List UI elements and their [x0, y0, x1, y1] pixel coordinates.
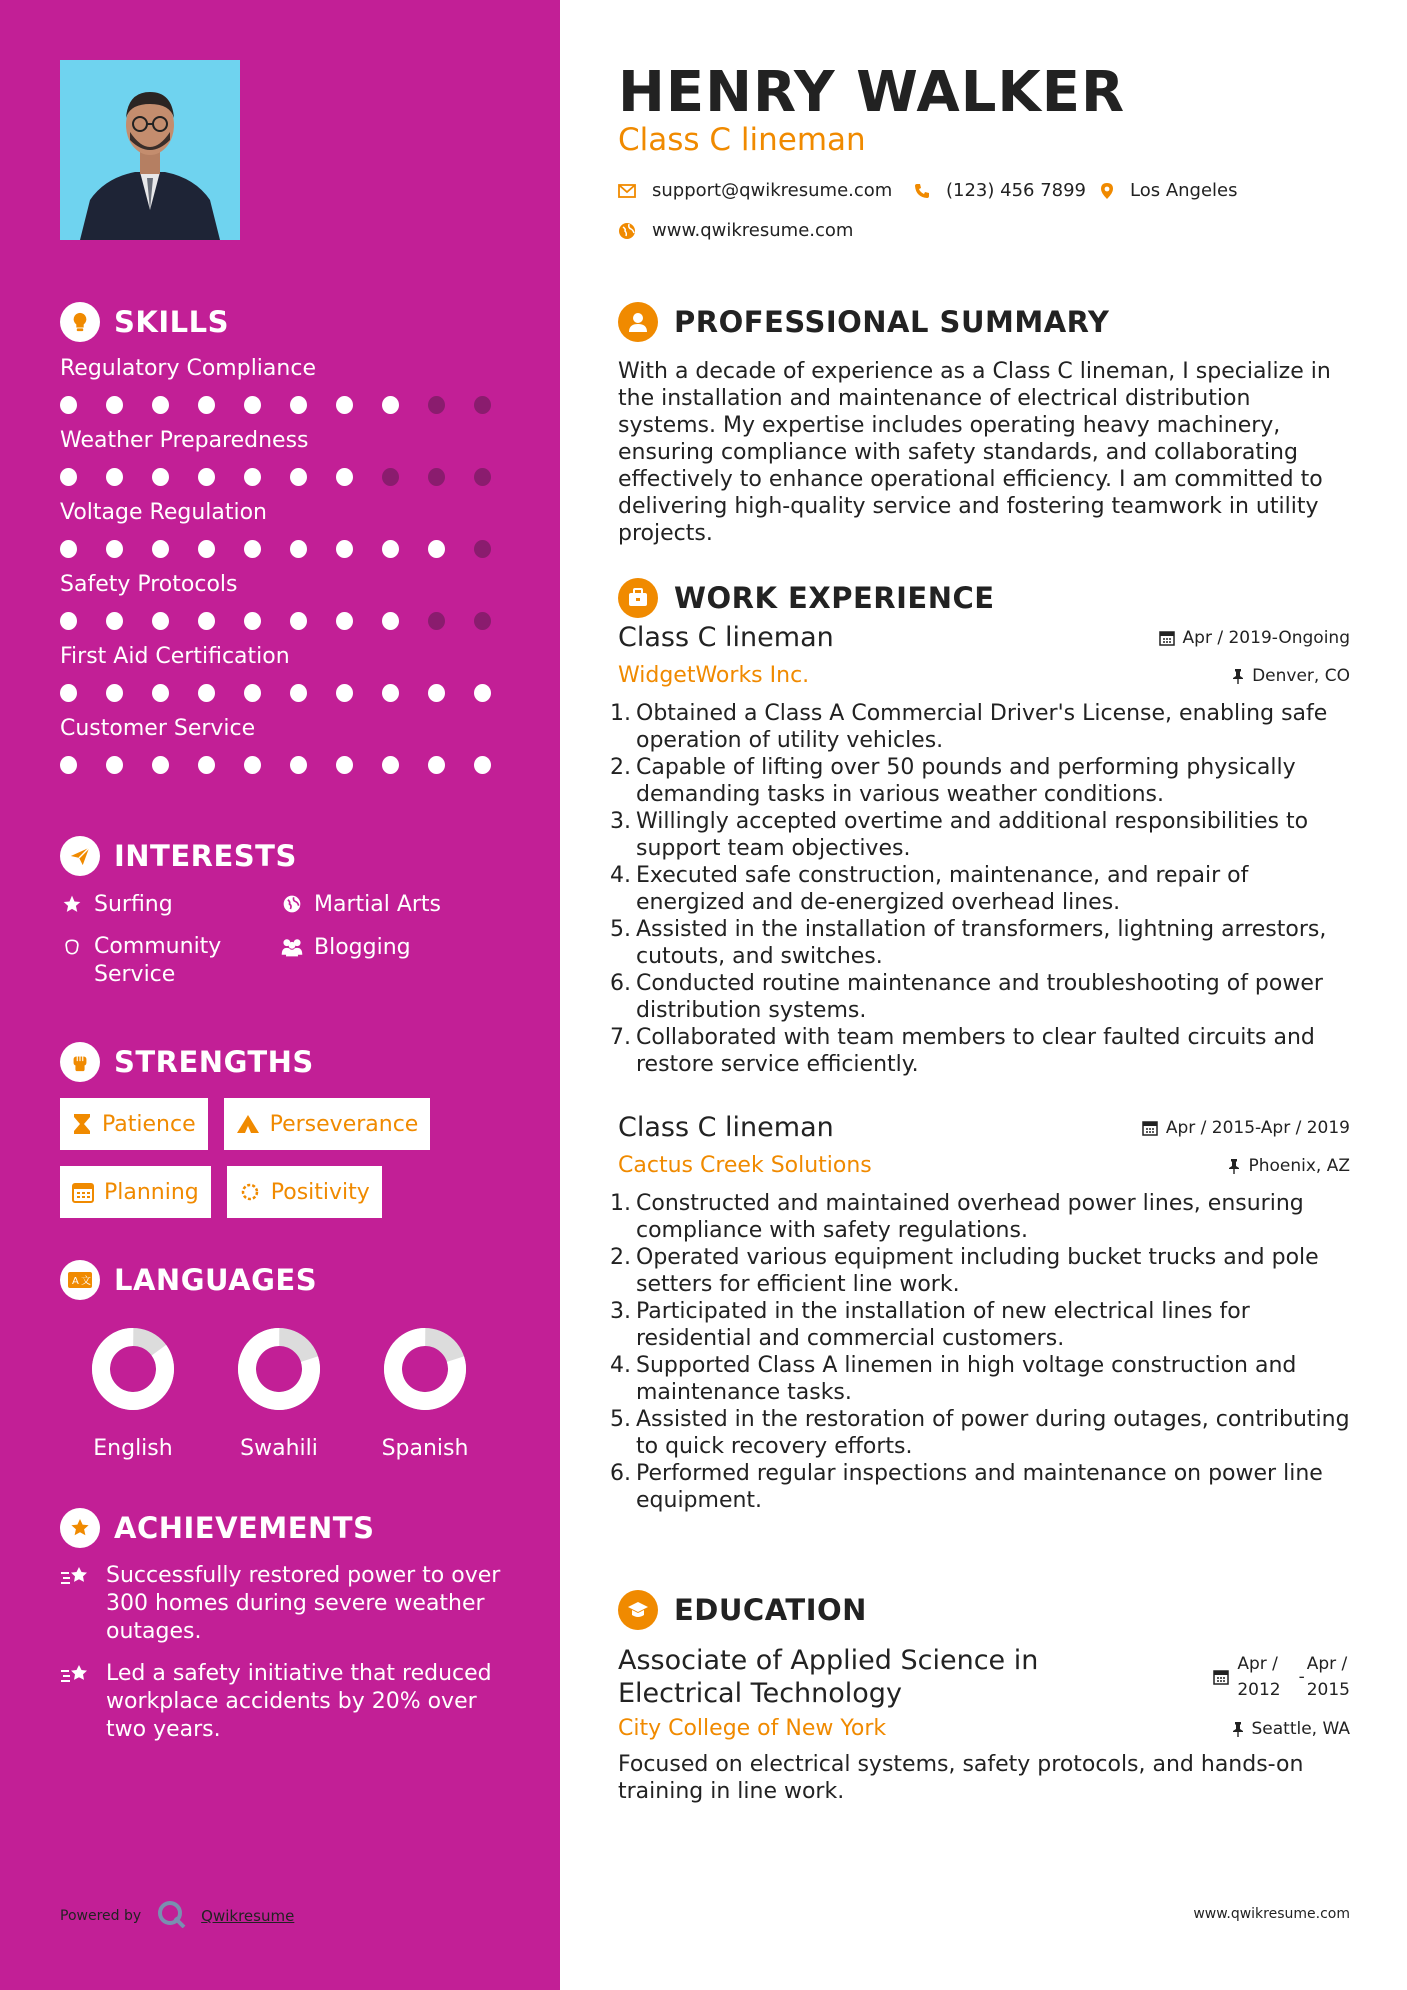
summary-section	[618, 302, 1350, 547]
bullet-number: 2.	[610, 1245, 631, 1270]
skill-rating	[60, 396, 520, 414]
bullet-number: 1.	[610, 701, 631, 726]
phone-icon	[914, 183, 930, 199]
job-bullet: 6. Conducted routine maintenance and troubleshooting of power distribution systems.	[610, 971, 1323, 1023]
skill-rating	[60, 756, 520, 774]
interest-item: Surfing	[60, 892, 280, 917]
strengths-list	[60, 1098, 480, 1218]
interest-item: Community Service	[60, 935, 280, 989]
skill-dot	[198, 684, 215, 702]
skill-dot	[336, 540, 353, 558]
job-bullet: 4. Executed safe construction, maintenance, and repair of energized and de-energized overhead lines.	[610, 863, 1249, 915]
job-bullet: 5. Assisted in the restoration of power during outages, contributing to quick recovery efforts.	[610, 1407, 1350, 1459]
interests-list	[60, 892, 520, 989]
fist-icon	[60, 1042, 100, 1082]
strength-chip: Planning	[60, 1166, 211, 1218]
job-bullets	[610, 1190, 1350, 1514]
skill-name: First Aid Certification	[60, 644, 290, 669]
education-school: City College of New York	[618, 1716, 887, 1741]
pushpin-icon	[1228, 1158, 1240, 1174]
interests-section	[60, 836, 520, 989]
skill-rating	[60, 468, 520, 486]
bullet-number: 5.	[610, 917, 631, 942]
footer-website-link[interactable]: www.qwikresume.com	[1193, 1906, 1350, 1922]
summary-title: PROFESSIONAL SUMMARY	[674, 305, 1110, 339]
calendar-icon	[1213, 1669, 1229, 1685]
svg-text:A: A	[72, 1276, 79, 1287]
globe-icon	[280, 892, 304, 914]
skill-dot	[336, 468, 353, 486]
strength-chip: Positivity	[227, 1166, 382, 1218]
skill-dot	[382, 468, 399, 486]
languages-section	[60, 1260, 520, 1461]
job-company: Cactus Creek Solutions	[618, 1153, 872, 1178]
skill-dot	[290, 396, 307, 414]
bullet-number: 1.	[610, 1191, 631, 1216]
education-text: Focused on electrical systems, safety protocols, and hands-on training in line work.	[618, 1752, 1304, 1804]
hand-icon	[60, 935, 84, 957]
skill-rating	[60, 684, 520, 702]
education-degree: Associate of Applied Science in Electrical Technology	[618, 1645, 1039, 1709]
language-ring	[236, 1326, 322, 1412]
skill-dot	[428, 684, 445, 702]
person-avatar-icon	[60, 60, 240, 240]
skill-dot	[198, 396, 215, 414]
skills-title: SKILLS	[114, 305, 229, 339]
skill-dot	[106, 684, 123, 702]
envelope-icon	[618, 184, 636, 198]
skill-dot	[60, 396, 77, 414]
bullet-number: 3.	[610, 1299, 631, 1324]
skill-name: Regulatory Compliance	[60, 356, 316, 381]
skill-dot	[106, 612, 123, 630]
achievement-item: Led a safety initiative that reduced workplace accidents by 20% over two years.	[60, 1660, 520, 1744]
skill-dot	[290, 468, 307, 486]
skill-dot	[60, 540, 77, 558]
skill-rating	[60, 540, 520, 558]
skill-name: Safety Protocols	[60, 572, 238, 597]
skill-dot	[244, 684, 261, 702]
bullet-number: 2.	[610, 755, 631, 780]
strength-chip: Perseverance	[224, 1098, 431, 1150]
calendar-icon	[1159, 630, 1175, 646]
skill-dot	[244, 612, 261, 630]
language-ring	[90, 1326, 176, 1412]
job-header	[618, 622, 1350, 653]
calendar-icon	[72, 1181, 94, 1203]
skill-name: Weather Preparedness	[60, 428, 309, 453]
language-ring-fill	[90, 1326, 176, 1412]
achievement-item: Successfully restored power to over 300 homes during severe weather outages.	[60, 1562, 520, 1646]
skill-name: Voltage Regulation	[60, 500, 267, 525]
skill-dot	[290, 684, 307, 702]
skill-dot	[60, 756, 77, 774]
skill-dot	[198, 468, 215, 486]
bullet-number: 4.	[610, 863, 631, 888]
skill-dot	[152, 756, 169, 774]
skill-dot	[290, 756, 307, 774]
job-location: Phoenix, AZ	[1228, 1156, 1350, 1176]
contact-phone[interactable]: (123) 456 7899	[914, 180, 1086, 201]
skill-dot	[428, 612, 445, 630]
bullet-number: 7.	[610, 1025, 631, 1050]
skill-dot	[474, 540, 491, 558]
skill-dot	[106, 468, 123, 486]
sidebar	[0, 0, 560, 1990]
interest-item: Blogging	[280, 935, 500, 989]
achievements-section	[60, 1508, 520, 1744]
skill-dot	[60, 612, 77, 630]
skill-dot	[428, 396, 445, 414]
education-section	[618, 1590, 1350, 1805]
skill-rating	[60, 612, 520, 630]
skill-dot	[382, 540, 399, 558]
pushpin-icon	[1232, 1721, 1244, 1737]
experience-title: WORK EXPERIENCE	[674, 581, 995, 615]
contact-location: Los Angeles	[1100, 180, 1238, 201]
bullet-number: 5.	[610, 1407, 631, 1432]
job-bullet: 1. Constructed and maintained overhead power lines, ensuring compliance with safety regulations.	[610, 1191, 1304, 1243]
language-item	[60, 1326, 206, 1461]
skill-dot	[336, 396, 353, 414]
svg-text:文: 文	[81, 1276, 91, 1287]
skills-list	[60, 356, 520, 774]
summary-text: With a decade of experience as a Class C lineman, I specialize in the installation and maintenance of electrical distribution systems. My expertise includes operating heavy machinery, ensuring compliance with safety standards, and collaborating effectively to enhance operational efficiency. I am committed to delivering high-quality service and fostering teamwork in utility projects.	[618, 359, 1331, 546]
skill-dot	[336, 756, 353, 774]
candidate-role: Class C lineman	[618, 122, 866, 158]
skill-dot	[474, 684, 491, 702]
skill-name: Customer Service	[60, 716, 256, 741]
job-bullet: 2. Operated various equipment including bucket trucks and pole setters for efficient line work.	[610, 1245, 1319, 1297]
trophy-star-icon	[60, 1508, 100, 1548]
skill-dot	[152, 468, 169, 486]
skill-dot	[198, 756, 215, 774]
strengths-section	[60, 1042, 520, 1218]
skill-dot	[152, 540, 169, 558]
skill-dot	[198, 612, 215, 630]
skill-dot	[428, 756, 445, 774]
skill-dot	[290, 540, 307, 558]
skill-dot	[106, 756, 123, 774]
language-ring	[382, 1326, 468, 1412]
skill-dot	[428, 468, 445, 486]
skill-dot	[336, 612, 353, 630]
job-header	[618, 1112, 1350, 1143]
skill-dot	[244, 756, 261, 774]
skill-dot	[244, 396, 261, 414]
job-date: Apr / 2019-Ongoing	[1159, 628, 1350, 648]
skill-dot	[60, 684, 77, 702]
skill-dot	[198, 540, 215, 558]
pushpin-icon	[1232, 668, 1244, 684]
job-bullet: 5. Assisted in the installation of transformers, lightning arrestors, cutouts, and switches.	[610, 917, 1327, 969]
education-location: Seattle, WA	[1232, 1719, 1351, 1739]
translate-icon	[60, 1260, 100, 1300]
map-pin-icon	[1100, 182, 1114, 200]
user-icon	[618, 302, 658, 342]
sun-icon	[239, 1181, 261, 1203]
skill-dot	[382, 612, 399, 630]
language-name: Spanish	[381, 1436, 469, 1461]
language-name: English	[93, 1436, 173, 1461]
skill-dot	[152, 612, 169, 630]
skill-dot	[474, 756, 491, 774]
achievements-title: ACHIEVEMENTS	[114, 1511, 375, 1545]
interest-item: Martial Arts	[280, 892, 500, 917]
skill-dot	[382, 756, 399, 774]
job-bullet: 4. Supported Class A linemen in high voltage construction and maintenance tasks.	[610, 1353, 1297, 1405]
skill-dot	[336, 684, 353, 702]
job-date: Apr / 2015-Apr / 2019	[1142, 1118, 1350, 1138]
hourglass-icon	[72, 1113, 92, 1135]
globe-icon	[618, 222, 636, 240]
skill-dot	[106, 396, 123, 414]
skill-dot	[382, 396, 399, 414]
skill-dot	[382, 684, 399, 702]
education-title: EDUCATION	[674, 1593, 867, 1627]
bullet-number: 3.	[610, 809, 631, 834]
contact-email[interactable]: support@qwikresume.com	[618, 180, 892, 201]
job-location: Denver, CO	[1232, 666, 1350, 686]
skill-dot	[106, 540, 123, 558]
skill-dot	[152, 684, 169, 702]
briefcase-icon	[618, 578, 658, 618]
profile-photo	[60, 60, 240, 240]
qwikresume-logo-icon	[157, 1900, 187, 1932]
star-icon	[60, 892, 84, 914]
shooting-star-icon	[60, 1562, 92, 1646]
job-bullet: 1. Obtained a Class A Commercial Driver's License, enabling safe operation of utility vehicles.	[610, 701, 1328, 753]
job-bullet: 6. Performed regular inspections and maintenance on power line equipment.	[610, 1461, 1323, 1513]
skills-section	[60, 302, 520, 774]
job-subheader	[618, 663, 1350, 688]
job-subheader	[618, 1153, 1350, 1178]
shooting-star-icon	[60, 1660, 92, 1744]
interests-title: INTERESTS	[114, 839, 297, 873]
job-title: Class C lineman	[618, 622, 834, 653]
bullet-number: 6.	[610, 1461, 631, 1486]
skill-dot	[244, 468, 261, 486]
lightbulb-icon	[60, 302, 100, 342]
job-bullet: 2. Capable of lifting over 50 pounds and performing physically demanding tasks in various weather conditions.	[610, 755, 1296, 807]
powered-by: Powered by Qwikresume	[60, 1900, 294, 1932]
education-dates: Apr / 2012 - Apr / 2015	[1213, 1644, 1350, 1710]
strength-chip: Patience	[60, 1098, 208, 1150]
skill-dot	[244, 540, 261, 558]
strengths-title: STRENGTHS	[114, 1045, 314, 1079]
job-company: WidgetWorks Inc.	[618, 663, 810, 688]
skill-dot	[60, 468, 77, 486]
qwikresume-link[interactable]: Qwikresume	[201, 1907, 295, 1925]
skill-dot	[474, 396, 491, 414]
education-school-row	[618, 1716, 1350, 1741]
skill-dot	[290, 612, 307, 630]
skill-dot	[474, 612, 491, 630]
languages-title: LANGUAGES	[114, 1263, 318, 1297]
skill-dot	[428, 540, 445, 558]
experience-section	[618, 578, 1350, 618]
paper-plane-icon	[60, 836, 100, 876]
language-item	[206, 1326, 352, 1461]
skill-dot	[474, 468, 491, 486]
mountain-icon	[236, 1114, 260, 1134]
job-bullet: 3. Participated in the installation of new electrical lines for residential and commercial customers.	[610, 1299, 1250, 1351]
calendar-icon	[1142, 1120, 1158, 1136]
candidate-name: HENRY WALKER	[618, 60, 1126, 125]
education-header	[618, 1644, 1350, 1710]
language-item	[352, 1326, 498, 1461]
bullet-number: 6.	[610, 971, 631, 996]
job-entry	[610, 1112, 1350, 1514]
graduation-icon	[618, 1590, 658, 1630]
job-title: Class C lineman	[618, 1112, 834, 1143]
skill-dot	[152, 396, 169, 414]
job-bullet: 7. Collaborated with team members to clear faulted circuits and restore service efficiently.	[610, 1025, 1315, 1077]
contact-website[interactable]: www.qwikresume.com	[618, 220, 853, 241]
job-bullet: 3. Willingly accepted overtime and additional responsibilities to support team objectives.	[610, 809, 1309, 861]
language-name: Swahili	[240, 1436, 318, 1461]
job-entry	[610, 622, 1350, 1078]
languages-list	[60, 1326, 520, 1461]
bullet-number: 4.	[610, 1353, 631, 1378]
job-bullets	[610, 700, 1350, 1078]
users-icon	[280, 935, 304, 957]
